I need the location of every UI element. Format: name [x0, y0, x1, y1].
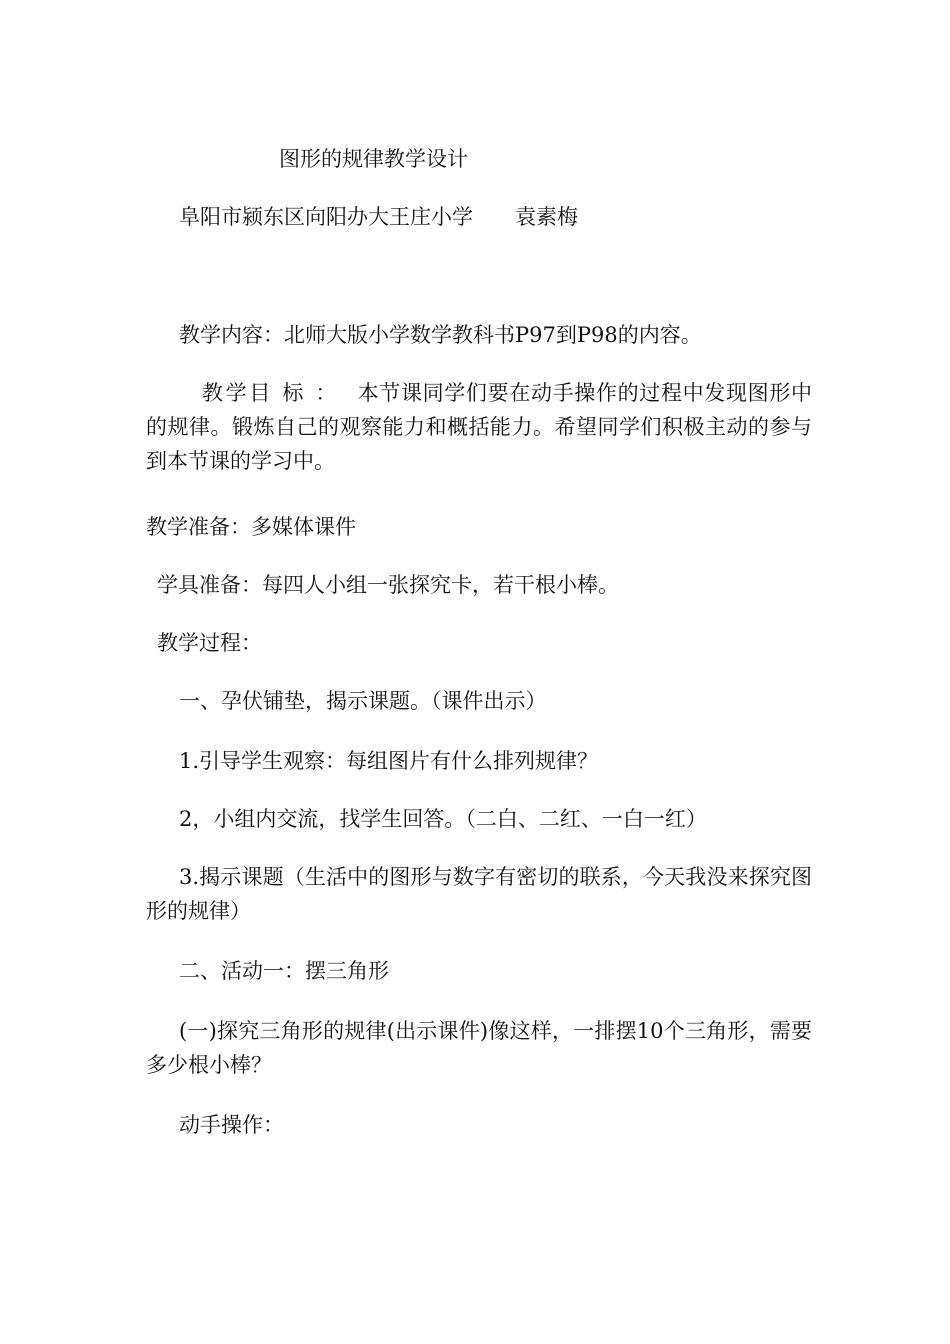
teaching-content: 教学内容：北师大版小学数学教科书P97到P98的内容。	[179, 323, 702, 347]
step-two: 2，小组内交流，找学生回答。（二白、二红、一白一红）	[179, 807, 707, 831]
hands-on-label: 动手操作：	[179, 1113, 284, 1137]
teaching-objectives	[146, 376, 812, 478]
objectives-label: 教学目 标 ：	[202, 381, 329, 405]
document-title: 图形的规律教学设计	[279, 147, 468, 171]
teaching-preparation: 教学准备：多媒体课件	[146, 515, 356, 539]
author-line: 阜阳市颍东区向阳办大王庄小学 袁素梅	[179, 205, 578, 229]
step-three: 3.揭示课题（生活中的图形与数字有密切的联系，今天我没来探究图形的规律）	[146, 865, 812, 923]
section-two-heading: 二、活动一：摆三角形	[179, 959, 389, 983]
section-one-heading: 一、孕伏铺垫，揭示课题。（课件出示）	[179, 689, 547, 713]
step-one: 1.引导学生观察：每组图片有什么排列规律？	[179, 749, 599, 773]
student-preparation: 学具准备：每四人小组一张探究卡，若干根小棒。	[157, 573, 619, 597]
objectives-text: 本节课同学们要在动手操作的过程中发现图形中的规律。锻炼自己的观察能力和概括能力。希望同学们积极主动的参与到本节课的学习中。	[146, 381, 812, 473]
process-heading: 教学过程：	[157, 631, 262, 655]
activity-one: (一)探究三角形的规律(出示课件)像这样，一排摆10个三角形，需要多少根小棒？	[146, 1019, 812, 1077]
